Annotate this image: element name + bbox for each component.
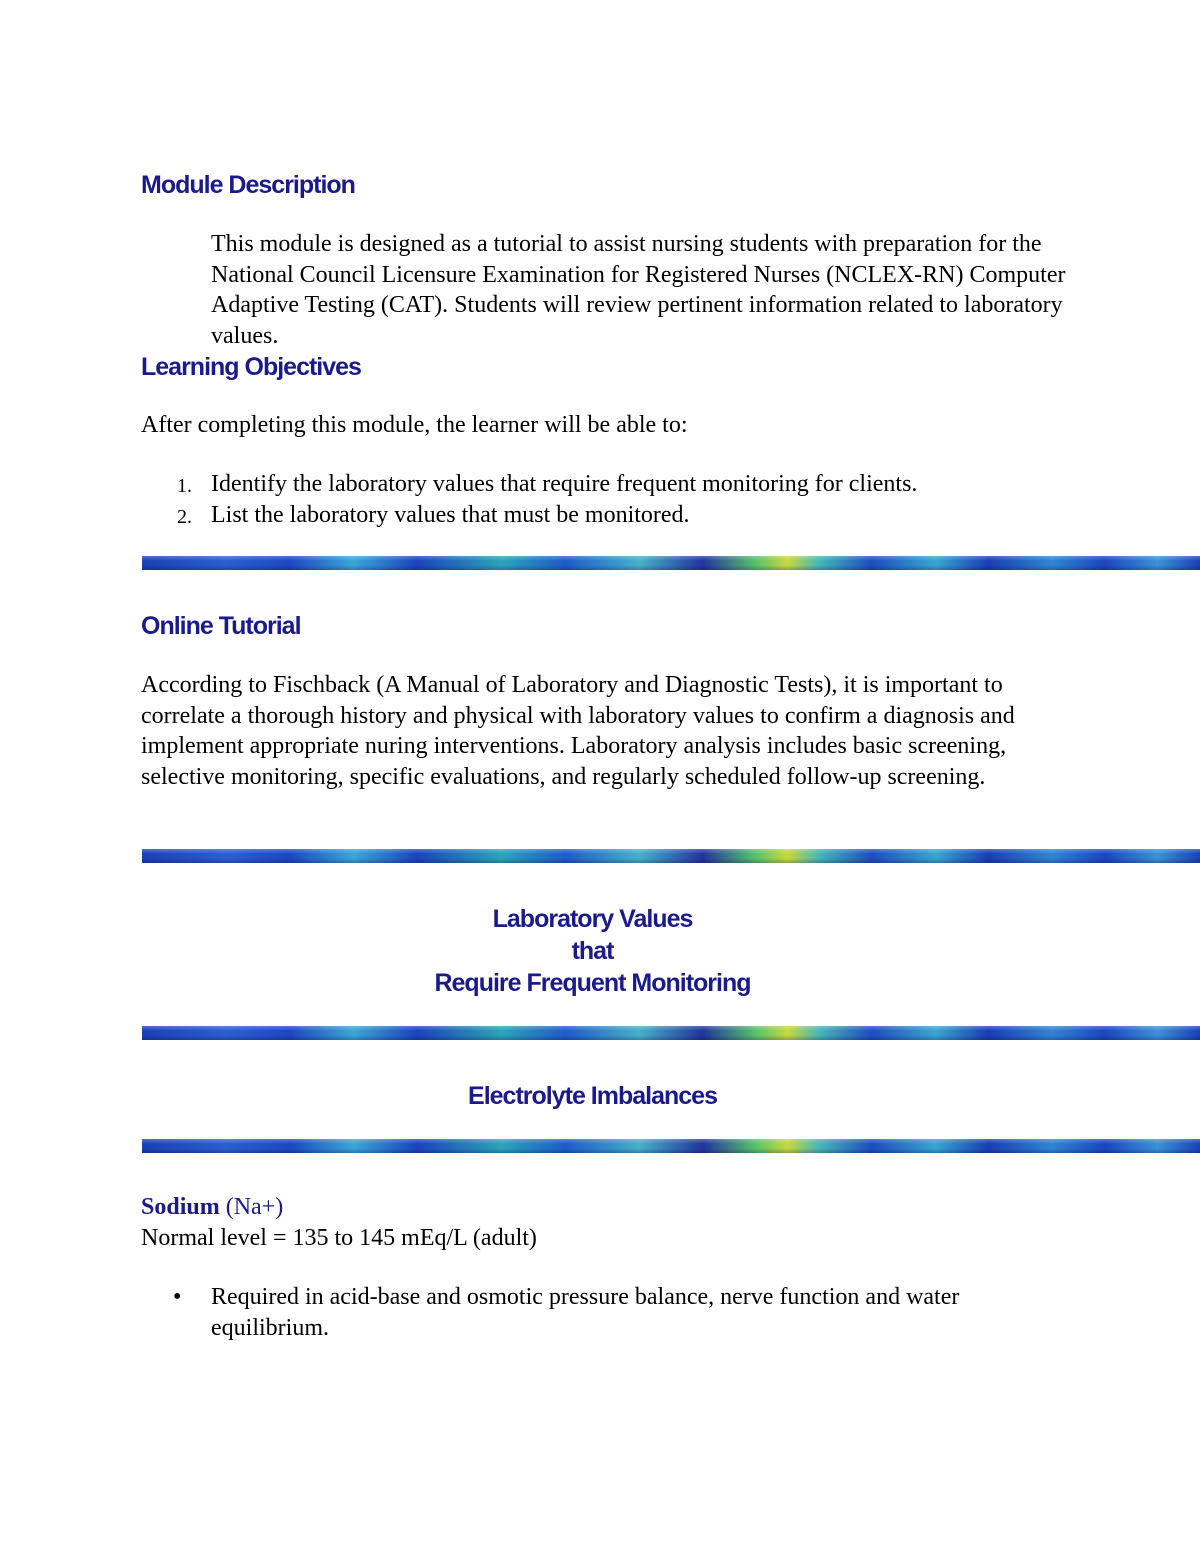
lab-values-heading-line3: Require Frequent Monitoring — [434, 969, 751, 997]
sodium-label: Sodium — [141, 1194, 220, 1220]
decorative-divider — [142, 1139, 1200, 1153]
learning-objectives-intro: After completing this module, the learner will be able to: — [141, 412, 688, 438]
online-tutorial-heading: Online Tutorial — [141, 612, 301, 640]
objective-text: List the laboratory values that must be monitored. — [211, 502, 690, 528]
decorative-divider — [142, 556, 1200, 570]
sodium-normal-level: Normal level = 135 to 145 mEq/L (adult) — [141, 1225, 537, 1251]
learning-objectives-heading: Learning Objectives — [141, 353, 361, 381]
decorative-divider — [142, 849, 1200, 863]
sodium-section — [141, 1192, 537, 1254]
bullet-text: Required in acid-base and osmotic pressure balance, nerve function and water equilibrium. — [211, 1284, 960, 1341]
objective-number: 2. — [177, 506, 192, 528]
sodium-symbol: (Na+) — [225, 1194, 284, 1220]
electrolyte-imbalances-heading: Electrolyte Imbalances — [468, 1082, 717, 1110]
online-tutorial-text: According to Fischback (A Manual of Laboratory and Diagnostic Tests), it is important to correlate a thorough history and physical with laboratory values to confirm a diagnosis and implement appropriate nuring interventions. Laboratory analysis includes basic screening, selective monitoring, specific evaluations, and regularly scheduled follow-up screening. — [141, 672, 1015, 790]
module-description-text: This module is designed as a tutorial to assist nursing students with preparation for the National Council Licensure Examination for Registered Nurses (NCLEX-RN) Computer Adaptive Testing (CAT). Students will review pertinent information related to laboratory values. — [211, 231, 1066, 349]
lab-values-heading-line2: that — [571, 937, 614, 965]
lab-values-heading — [0, 903, 1185, 999]
decorative-divider — [142, 1026, 1200, 1040]
list-item — [141, 1282, 1061, 1344]
objective-text: Identify the laboratory values that require frequent monitoring for clients. — [211, 471, 918, 497]
bullet-icon: • — [173, 1284, 182, 1310]
lab-values-heading-line1: Laboratory Values — [492, 905, 693, 933]
sodium-bullet-list — [141, 1282, 1061, 1344]
objectives-list — [141, 469, 917, 531]
objective-item — [141, 500, 917, 531]
objective-item — [141, 469, 917, 500]
module-description-heading: Module Description — [141, 171, 355, 199]
objective-number: 1. — [177, 475, 192, 497]
